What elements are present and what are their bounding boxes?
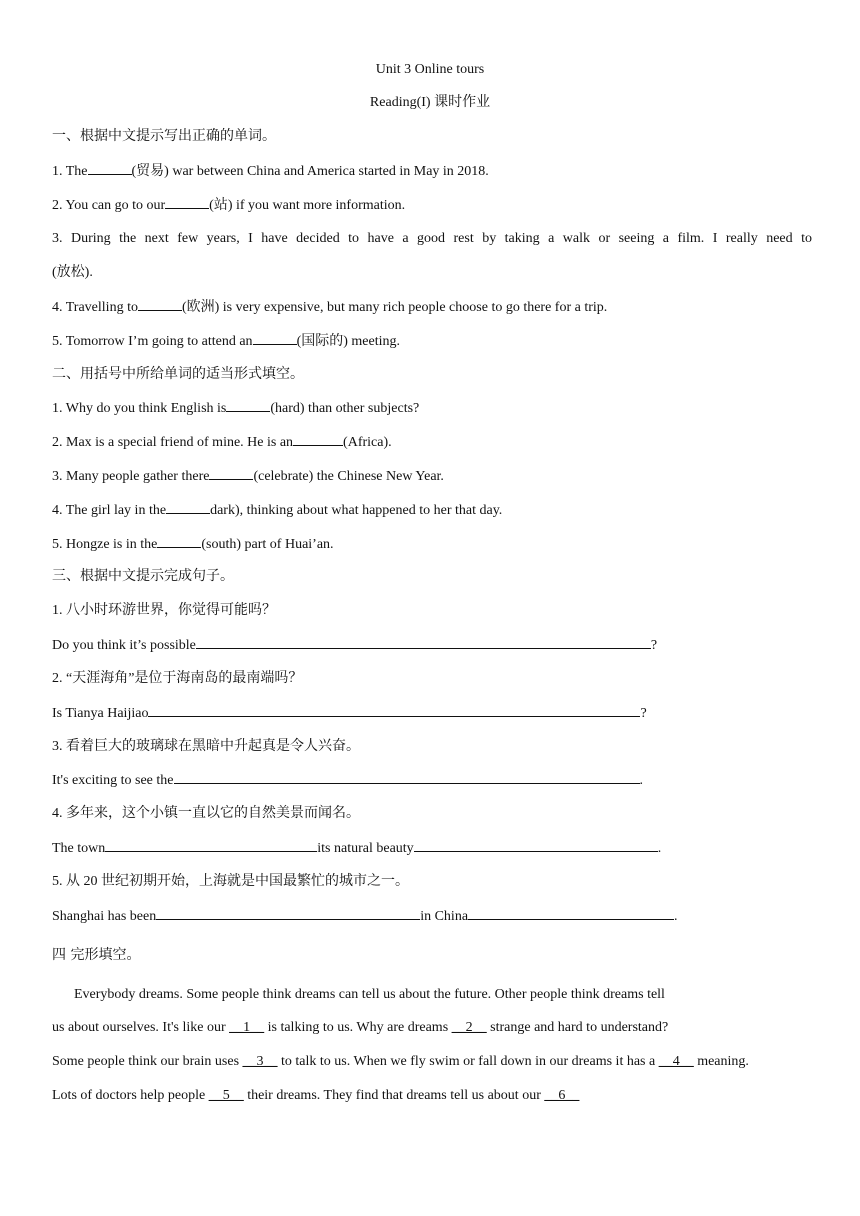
- cloze-text: meaning.: [693, 1054, 749, 1069]
- s1-question-5: [52, 331, 812, 352]
- s2-question-3: [52, 466, 812, 487]
- s3-q1-text-a: Do you think it’s possible: [52, 638, 196, 653]
- s3-q3-text-b: .: [639, 773, 643, 788]
- s2-question-1: [52, 398, 812, 419]
- cloze-blank-1[interactable]: __1__: [229, 1020, 265, 1035]
- s1-q3-text-a: 3. During the next few years, I have decided to have a good rest by taking a walk or seeing a film. I really need to: [52, 231, 812, 246]
- answer-blank[interactable]: [88, 161, 132, 175]
- s3-question-2: [52, 703, 812, 724]
- s3-q4-text-a: The town: [52, 841, 106, 856]
- cloze-blank-3[interactable]: __3__: [242, 1054, 278, 1069]
- s2-q4-text-a: 4. The girl lay in the: [52, 503, 167, 518]
- answer-line[interactable]: [468, 906, 674, 920]
- s3-q5-text-a: Shanghai has been: [52, 909, 157, 924]
- answer-line[interactable]: [105, 838, 317, 852]
- s3-q2-text-a: Is Tianya Haijiao: [52, 706, 149, 721]
- s1-question-1: [52, 161, 812, 182]
- s3-q3-text-a: It's exciting to see the: [52, 773, 174, 788]
- s2-question-4: [52, 500, 812, 521]
- s2-q1-text-b: (hard) than other subjects?: [270, 401, 420, 416]
- answer-line[interactable]: [148, 703, 640, 717]
- s1-question-2: [52, 195, 812, 216]
- s3-q2-chinese: 2. “天涯海角”是位于海南岛的最南端吗？: [52, 671, 303, 686]
- cloze-blank-5[interactable]: __5__: [208, 1088, 244, 1103]
- cloze-text: Lots of doctors help people: [52, 1088, 209, 1103]
- cloze-text: strange and hard to understand?: [486, 1020, 669, 1035]
- s3-q3-chinese: 3. 看着巨大的玻璃球在黑暗中升起真是令人兴奋。: [52, 739, 360, 754]
- s1-q1-text-b: (贸易) war between China and America started in May in 2018.: [131, 164, 489, 179]
- s2-q2-text-a: 2. Max is a special friend of mine. He is an: [52, 435, 294, 450]
- answer-line[interactable]: [156, 906, 420, 920]
- cloze-text: to talk to us. When we fly swim or fall down in our dreams it has a: [277, 1054, 659, 1069]
- s2-q4-text-b: dark), thinking about what happened to her that day.: [210, 503, 503, 518]
- s3-q1-text-b: ?: [650, 638, 658, 653]
- answer-blank[interactable]: [209, 466, 253, 480]
- s1-question-3: [52, 229, 812, 249]
- cloze-line-3: [52, 1052, 812, 1072]
- cloze-blank-6[interactable]: __6__: [544, 1088, 580, 1103]
- s3-question-1: [52, 635, 812, 656]
- cloze-text: Some people think our brain uses: [52, 1054, 243, 1069]
- s2-question-5: [52, 534, 812, 555]
- answer-blank[interactable]: [226, 398, 270, 412]
- s2-q5-text-b: (south) part of Huai’an.: [201, 537, 334, 552]
- answer-blank[interactable]: [166, 500, 210, 514]
- cloze-line-1: Everybody dreams. Some people think dreams can tell us about the future. Other people think dreams tell: [74, 987, 665, 1002]
- s3-q4-chinese: 4. 多年来，这个小镇一直以它的自然美景而闻名。: [52, 806, 360, 821]
- s1-question-4: [52, 297, 812, 318]
- s3-question-5: [52, 906, 812, 927]
- section-2-heading: 二、用括号中所给单词的适当形式填空。: [52, 367, 304, 382]
- s3-q5-text-b: in China: [420, 909, 469, 924]
- s1-q3-text-b: (放松).: [52, 265, 93, 280]
- cloze-text: their dreams. They find that dreams tell us about our: [243, 1088, 545, 1103]
- s2-question-2: [52, 432, 812, 453]
- answer-blank[interactable]: [293, 432, 343, 446]
- s2-q3-text-a: 3. Many people gather there: [52, 469, 210, 484]
- page-title: Unit 3 Online tours: [375, 62, 485, 77]
- s3-question-4: [52, 838, 812, 859]
- cloze-text: us about ourselves. It's like our: [52, 1020, 230, 1035]
- cloze-line-4: [52, 1086, 812, 1106]
- s2-q1-text-a: 1. Why do you think English is: [52, 401, 227, 416]
- s2-q5-text-a: 5. Hongze is in the: [52, 537, 158, 552]
- page-subtitle: Reading(I) 课时作业: [369, 95, 491, 110]
- s3-q5-chinese: 5. 从 20 世纪初期开始，上海就是中国最繁忙的城市之一。: [52, 874, 409, 889]
- s1-q5-text-a: 5. Tomorrow I’m going to attend an: [52, 334, 253, 349]
- s3-q2-text-b: ?: [640, 706, 647, 721]
- answer-line[interactable]: [196, 635, 651, 649]
- section-1-heading: 一、根据中文提示写出正确的单词。: [52, 129, 276, 144]
- s1-q2-text-b: (站) if you want more information.: [209, 198, 406, 213]
- answer-line[interactable]: [174, 770, 640, 784]
- s1-q4-text-a: 4. Travelling to: [52, 300, 138, 315]
- s3-q5-text-c: .: [674, 909, 678, 924]
- s1-q1-text-a: 1. The: [52, 164, 88, 179]
- cloze-text: is talking to us. Why are dreams: [264, 1020, 452, 1035]
- s3-question-3: [52, 770, 812, 791]
- s3-q4-text-b: its natural beauty: [317, 841, 414, 856]
- s1-q4-text-b: (欧洲) is very expensive, but many rich people choose to go there for a trip.: [181, 300, 608, 315]
- answer-blank[interactable]: [253, 331, 297, 345]
- section-3-heading: 三、根据中文提示完成句子。: [52, 569, 234, 584]
- s1-q2-text-a: 2. You can go to our: [52, 198, 166, 213]
- s2-q2-text-b: (Africa).: [343, 435, 392, 450]
- cloze-blank-4[interactable]: __4__: [658, 1054, 694, 1069]
- cloze-blank-2[interactable]: __2__: [451, 1020, 487, 1035]
- answer-blank[interactable]: [157, 534, 201, 548]
- answer-blank[interactable]: [165, 195, 209, 209]
- s2-q3-text-b: (celebrate) the Chinese New Year.: [253, 469, 444, 484]
- s3-q1-chinese: 1. 八小时环游世界，你觉得可能吗？: [52, 603, 276, 618]
- cloze-line-2: [52, 1018, 812, 1038]
- answer-line[interactable]: [414, 838, 658, 852]
- answer-blank[interactable]: [138, 297, 182, 311]
- s3-q4-text-c: .: [657, 841, 662, 856]
- s1-question-3-cont: [52, 263, 812, 283]
- s1-q5-text-b: (国际的) meeting.: [296, 334, 400, 349]
- section-4-heading: 四 完形填空。: [52, 947, 141, 963]
